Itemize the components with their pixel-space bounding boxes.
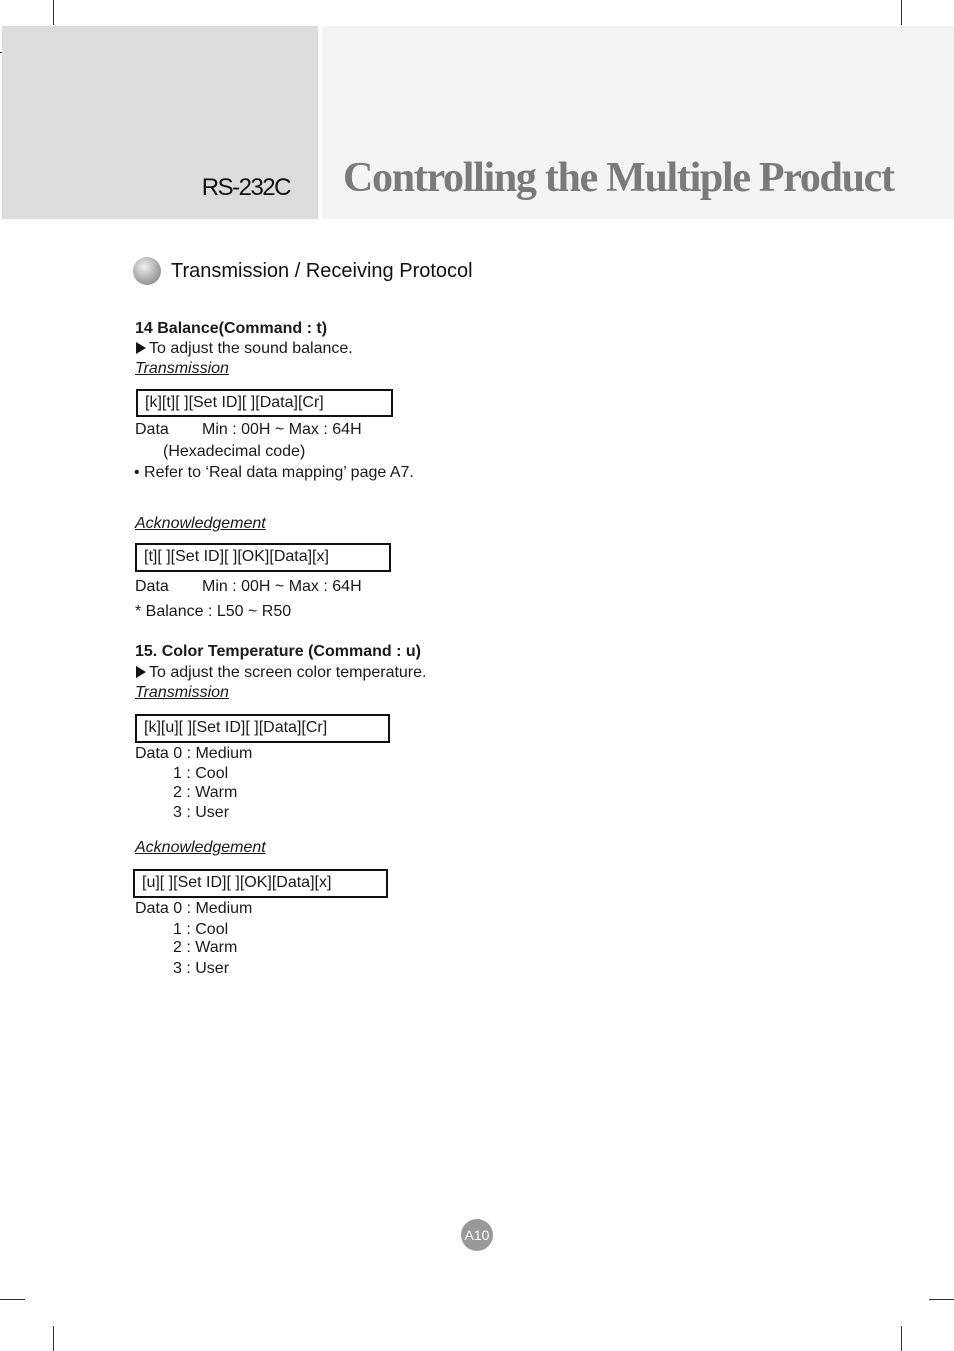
crop-mark [929,1299,954,1300]
balance-ack-data-range: Min : 00H ~ Max : 64H [202,578,362,595]
crop-mark [53,0,54,25]
color-temp-description-line [136,663,426,683]
balance-data-range: Min : 00H ~ Max : 64H [202,421,362,438]
color-temp-ack-data-1: 1 : Cool [173,921,229,938]
color-temp-heading: 15. Color Temperature (Command : u) [135,643,421,660]
balance-range-note: * Balance : L50 ~ R50 [135,603,292,620]
balance-ack-data-label: Data [135,578,169,595]
balance-data-label: Data [135,421,169,438]
page-number-badge: A10 [461,1219,493,1251]
header-right-panel [322,26,954,219]
balance-data-note: (Hexadecimal code) [163,443,306,460]
color-temp-ack-data-3: 3 : User [173,960,230,977]
balance-transmission-command: [k][t][ ][Set ID][ ][Data][Cr] [136,389,393,417]
crop-mark [901,1326,902,1351]
balance-refer-note: • Refer to ‘Real data mapping’ page A7. [134,464,414,481]
color-temp-transmission-label: Transmission [135,684,229,701]
color-temp-ack-command: [u][ ][Set ID][ ][OK][Data][x] [133,869,388,898]
crop-mark [53,1326,54,1351]
balance-description: To adjust the sound balance. [149,340,353,357]
section-heading [133,256,473,286]
crop-mark [0,1299,25,1300]
color-temp-ack-label: Acknowledgement [135,839,266,856]
balance-description-line [136,339,353,359]
color-temp-data-1: 1 : Cool [173,765,229,782]
crop-mark [901,0,902,25]
color-temp-data-2: 2 : Warm [173,784,238,801]
sphere-bullet-icon [133,257,161,285]
color-temp-transmission-command: [k][u][ ][Set ID][ ][Data][Cr] [135,714,390,743]
balance-ack-label: Acknowledgement [135,515,266,532]
section-title: Transmission / Receiving Protocol [171,259,473,282]
page-title: Controlling the Multiple Product [343,155,894,201]
color-temp-data-3: 3 : User [173,804,230,821]
color-temp-description: To adjust the screen color temperature. [149,664,427,681]
triangle-right-icon [136,342,146,354]
balance-transmission-label: Transmission [135,360,229,377]
color-temp-ack-data-2: 2 : Warm [173,939,238,956]
color-temp-ack-data-0: Data 0 : Medium [135,900,253,917]
header-left-panel [2,26,318,219]
color-temp-data-0: Data 0 : Medium [135,745,253,762]
balance-heading: 14 Balance(Command : t) [135,320,328,337]
balance-ack-command: [t][ ][Set ID][ ][OK][Data][x] [135,543,391,572]
triangle-right-icon [136,666,146,678]
header-code: RS-232C [201,174,290,201]
